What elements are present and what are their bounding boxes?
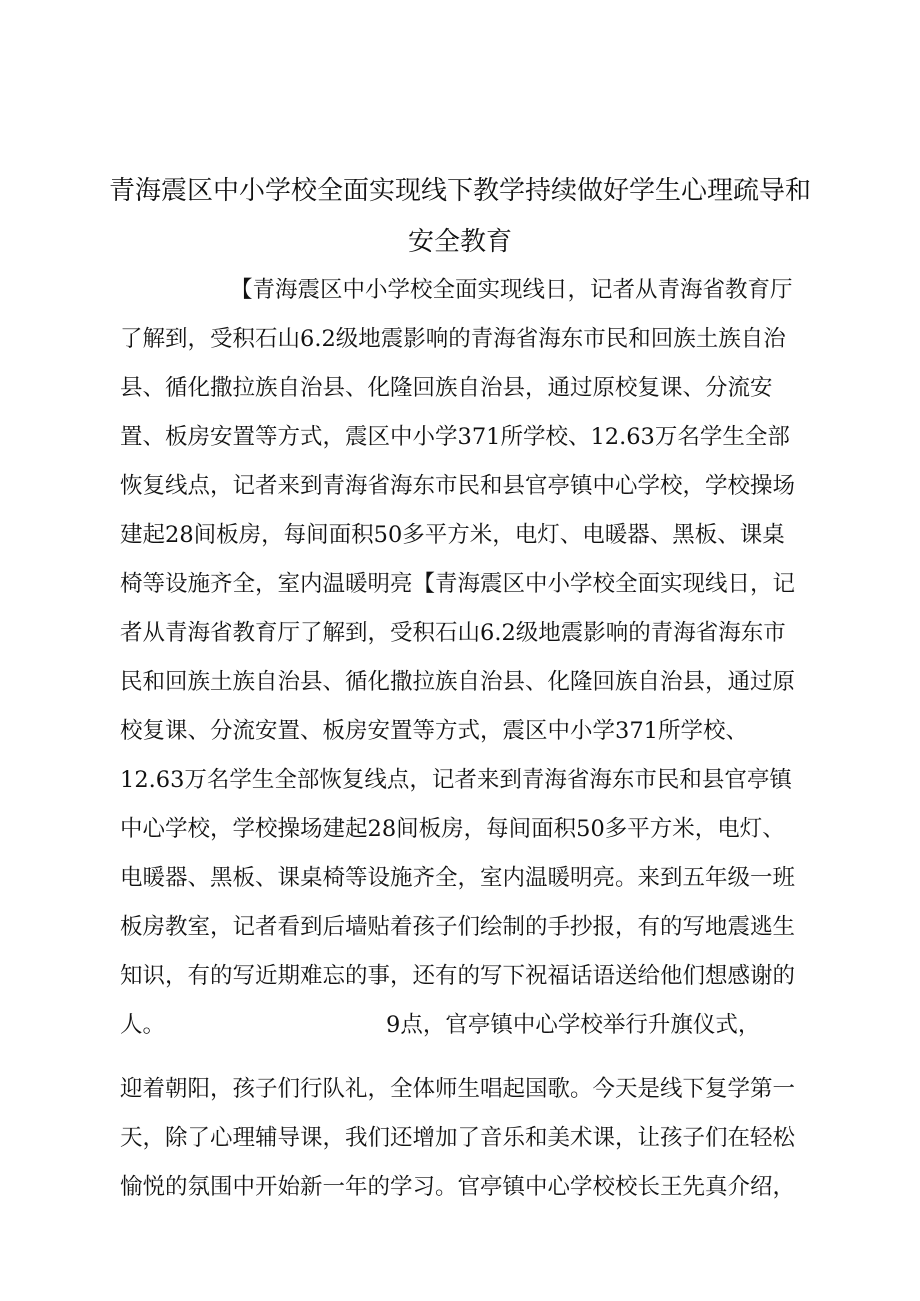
body-line-9: 民和回族土族自治县、循化撒拉族自治县、化隆回族自治县，通过原 [120, 669, 796, 695]
body-line-10: 校复课、分流安置、板房安置等方式，震区中小学371所学校、 [120, 718, 748, 744]
body-line-7: 椅等设施齐全，室内温暖明亮【青海震区中小学校全面实现线日，记 [120, 571, 796, 597]
body-line-12: 中心学校，学校操场建起28间板房，每间面积50多平方米，电灯、 [120, 816, 785, 842]
body-line-4: 置、板房安置等方式，震区中小学371所学校、12.63万名学生全部 [120, 424, 790, 450]
body-line-18: 天，除了心理辅导课，我们还增加了音乐和美术课，让孩子们在轻松 [120, 1125, 796, 1151]
body-line-2: 了解到，受积石山6.2级地震影响的青海省海东市民和回族土族自治 [120, 326, 786, 352]
body-line-16-continued: 9点，官亭镇中心学校举行升旗仪式， [386, 1012, 761, 1038]
body-line-6: 建起28间板房，每间面积50多平方米，电灯、电暖器、黑板、课桌 [120, 522, 785, 548]
body-line-19: 愉悦的氛围中开始新一年的学习。官亭镇中心学校校长王先真介绍， [120, 1174, 796, 1200]
body-line-17: 迎着朝阳，孩子们行队礼，全体师生唱起国歌。今天是线下复学第一 [120, 1076, 796, 1102]
body-line-11: 12.63万名学生全部恢复线点，记者来到青海省海东市民和县官亭镇 [120, 767, 792, 793]
body-line-13: 电暖器、黑板、课桌椅等设施齐全，室内温暖明亮。来到五年级一班 [120, 865, 796, 891]
body-line-16: 人。 [120, 1012, 166, 1038]
body-line-3: 县、循化撒拉族自治县、化隆回族自治县，通过原校复课、分流安 [120, 375, 773, 401]
body-line-5: 恢复线点，记者来到青海省海东市民和县官亭镇中心学校，学校操场 [120, 473, 796, 499]
body-line-8: 者从青海省教育厅了解到，受积石山6.2级地震影响的青海省海东市 [120, 620, 786, 646]
body-line-15: 知识，有的写近期难忘的事，还有的写下祝福话语送给他们想感谢的 [120, 963, 796, 989]
document-title-line-1: 青海震区中小学校全面实现线下教学持续做好学生心理疏导和 [108, 176, 811, 206]
document-title-line-2: 安全教育 [407, 227, 512, 257]
body-line-1: 【青海震区中小学校全面实现线日，记者从青海省教育厅 [230, 277, 793, 303]
body-line-14: 板房教室，记者看到后墙贴着孩子们绘制的手抄报，有的写地震逃生 [120, 914, 796, 940]
